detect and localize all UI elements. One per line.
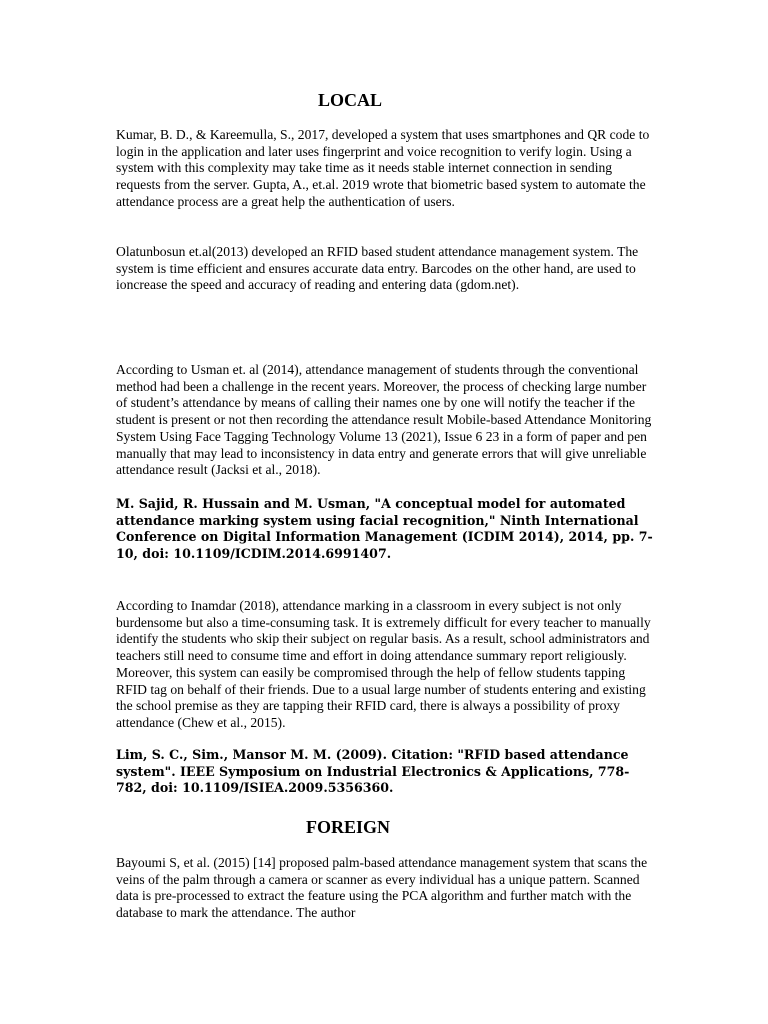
paragraph-bayoumi: Bayoumi S, et al. (2015) [14] proposed palm-based attendance management system that scans the veins of the palm through a camera or scanner as every individual has a unique pattern. Scanned data is pre-processed to extract the feature using the PCA algorithm and further match with the database to mark the attendance. The author — [116, 855, 648, 921]
local-heading: LOCAL — [318, 90, 383, 110]
reference-lim: Lim, S. C., Sim., Mansor M. M. (2009). Citation: "RFID based attendance system". IEEE Symposium on Industrial Electronics & Applications, 778-782, doi: 10.1109/ISIEA.2009.5356360. — [116, 747, 630, 796]
paragraph-olatunbosun: Olatunbosun et.al(2013) developed an RFID based student attendance management system. The system is time efficient and ensures accurate data entry. Barcodes on the other hand, are used to ioncrease the speed and accuracy of reading and entering data (gdom.net). — [116, 244, 639, 293]
paragraph-inamdar: According to Inamdar (2018), attendance marking in a classroom in every subject is not only burdensome but also a time-consuming task. It is extremely difficult for every teacher to manually identify the students who skip their subject on regular basis. As a result, school administrators and teachers still need to consume time and effort in doing attendance summary report religiously. Moreover, this system can easily be compromised through the help of fellow students tapping RFID tag on behalf of their friends. Due to a usual large number of students entering and existing the school premise as they are tapping their RFID card, there is always a possibility of proxy attendance (Chew et al., 2015). — [116, 598, 651, 730]
paragraph-usman: According to Usman et. al (2014), attendance management of students through the conventional method had been a challenge in the recent years. Moreover, the process of checking large number of student’s attendance by means of calling their names one by one will notify the teacher if the student is present or not then recording the attendance result Mobile-based Attendance Monitoring System Using Face Tagging Technology Volume 13 (2021), Issue 6 23 in a form of paper and pen manually that may lead to inconsistency in data entry and generate errors that will give unreliable attendance result (Jacksi et al., 2018). — [116, 362, 652, 478]
foreign-heading: FOREIGN — [306, 817, 391, 837]
paragraph-kumar: Kumar, B. D., & Kareemulla, S., 2017, developed a system that uses smartphones and QR code to login in the application and later uses fingerprint and voice recognition to verify login. Using a system with this complexity may take time as it needs stable internet connection in sending requests from the server. Gupta, A., et.al. 2019 wrote that biometric based system to automate the attendance process are a great help the authentication of users. — [116, 127, 650, 209]
reference-sajid: M. Sajid, R. Hussain and M. Usman, "A conceptual model for automated attendance marking system using facial recognition," Ninth International Conference on Digital Information Management (ICDIM 2014), 2014, pp. 7-10, doi: 10.1109/ICDIM.2014.6991407. — [116, 496, 653, 562]
